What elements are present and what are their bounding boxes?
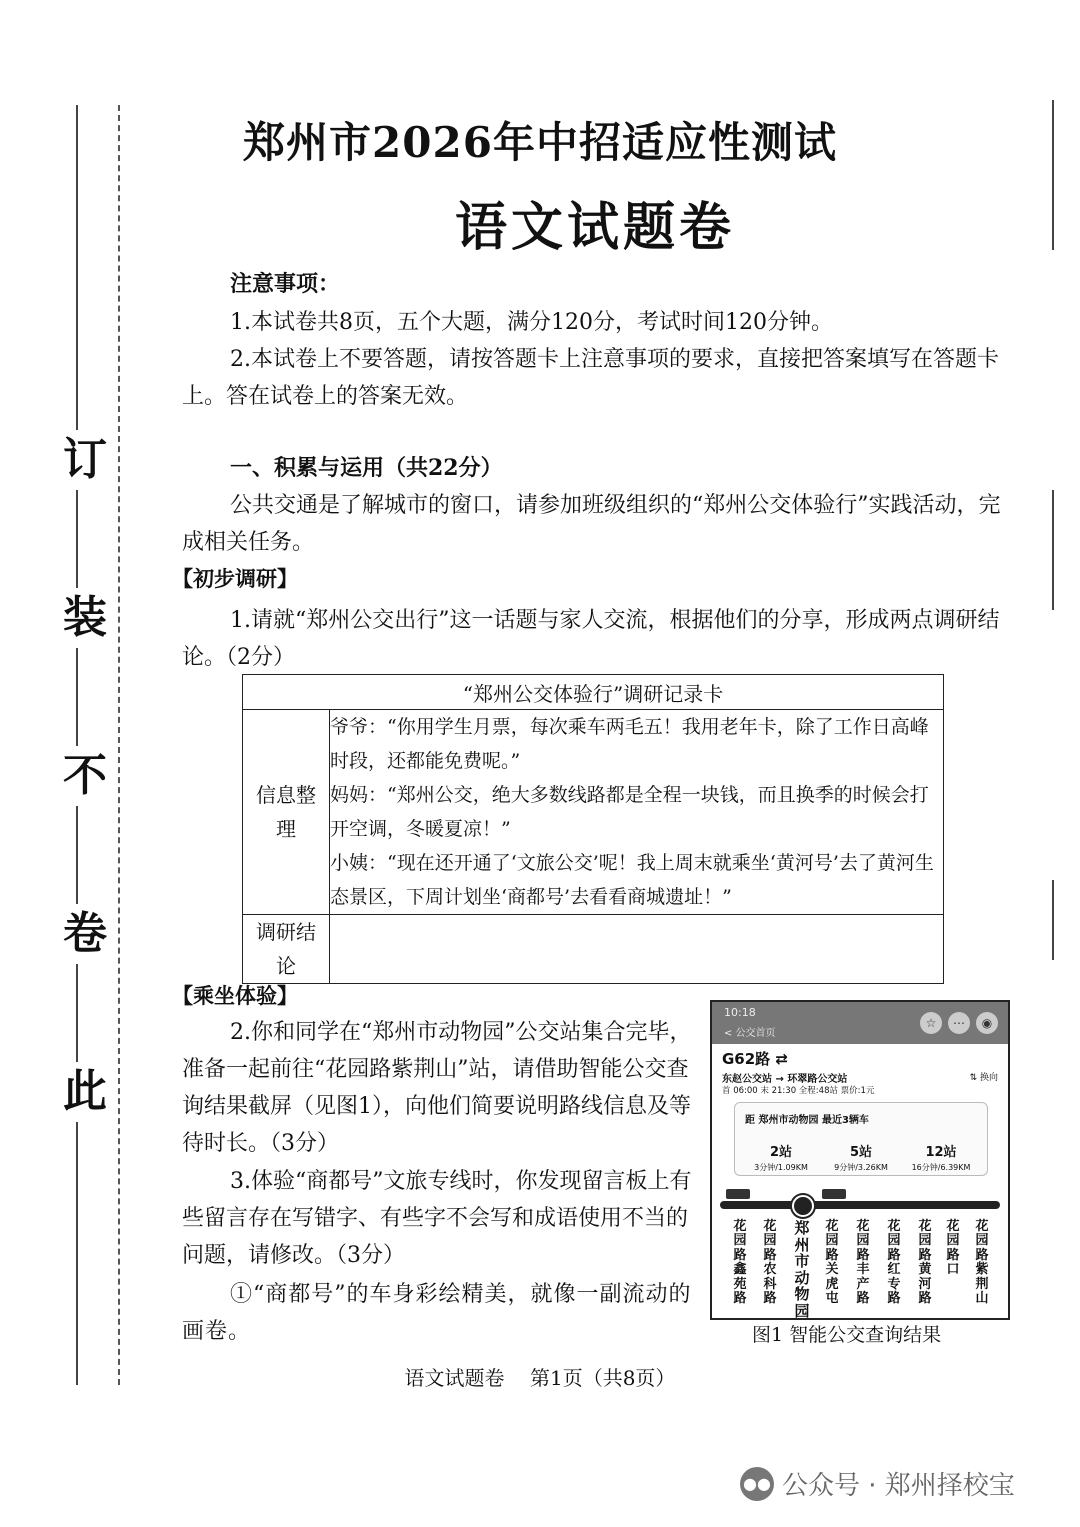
stop-name: 花园路口	[946, 1219, 960, 1278]
wechat-icon: ●●	[740, 1467, 774, 1501]
stop-name: 花园路关虎屯	[825, 1219, 839, 1307]
notice-item-2: 2.本试卷上不要答题，请按答题卡上注意事项的要求，直接把答案填写在答题卡上。答在试卷上的答案无效。	[182, 347, 999, 409]
mom-quote: 妈妈：“郑州公交，绝大多数线路都是全程一块钱，而且换季的时候会打开空调，冬暖夏凉！”	[330, 784, 929, 840]
watermark	[740, 1465, 1015, 1502]
binding-char: 不	[55, 746, 115, 806]
part2-label: 【乘坐体验】	[172, 983, 298, 1008]
question-2: 2.你和同学在“郑州市动物园”公交站集合完毕，准备一起前往“花园路紫荆山”站，请借助智能公交查询结果截屏（见图1），向他们简要说明路线信息及等待时长。（3分）	[182, 1020, 692, 1156]
bus-eta-2	[821, 1141, 901, 1173]
stop-name: 花园路农科路	[763, 1219, 777, 1307]
part1-label: 【初步调研】	[172, 566, 298, 591]
section-intro: 公共交通是了解城市的窗口，请参加班级组织的“郑州公交体验行”实践活动，完成相关任务。	[182, 493, 1001, 555]
card-info-label: 信息整理	[243, 710, 330, 915]
bus-stops-away: 12站	[925, 1145, 957, 1160]
route-name: G62路 ⇄	[722, 1050, 788, 1068]
phone-time: 10:18	[724, 1006, 756, 1019]
notice-heading: 注意事项：	[230, 271, 341, 297]
bus-stops-away: 2站	[769, 1145, 793, 1160]
exam-title: 郑州市2026年中招适应性测试	[243, 118, 837, 167]
section-heading: 一、积累与运用（共22分）	[230, 455, 503, 481]
card-title: “郑州公交体验行”调研记录卡	[243, 675, 944, 710]
bus-eta: 16分钟/6.39KM	[911, 1163, 971, 1172]
stop-name: 花园路鑫苑路	[733, 1219, 747, 1307]
figure-caption: 图1 智能公交查询结果	[752, 1324, 942, 1346]
card-conclusion-label: 调研结论	[243, 915, 330, 984]
exam-subtitle: 语文试题卷	[454, 197, 735, 258]
binding-char: 此	[55, 1062, 115, 1122]
watermark-text: 公众号 · 郑州择校宝	[782, 1471, 1015, 1501]
bus-query-screenshot	[710, 1000, 1010, 1320]
bus-icon	[822, 1189, 846, 1199]
nearest-buses-title: 距 郑州市动物园 最近3辆车	[745, 1115, 869, 1126]
binding-char: 装	[55, 588, 115, 648]
stop-name: 花园路黄河路	[918, 1219, 932, 1307]
card-info-content	[330, 710, 944, 915]
stop-name: 花园路红专路	[887, 1219, 901, 1307]
right-edge-mark	[1052, 880, 1054, 960]
grandpa-quote: 爷爷：“你用学生月票，每次乘车两毛五！我用老年卡，除了工作日高峰时段，还都能免费呢。”	[330, 716, 929, 772]
back-link: < 公交首页	[724, 1028, 776, 1039]
stop-name: 花园路紫荆山	[975, 1219, 989, 1307]
notice-item-1: 1.本试卷共8页，五个大题，满分120分，考试时间120分钟。	[230, 310, 833, 335]
more-icon: ⋯	[948, 1012, 970, 1034]
bus-eta: 9分钟/3.26KM	[834, 1163, 888, 1172]
bus-eta: 3分钟/1.09KM	[754, 1163, 808, 1172]
stop-name-current: 郑州市动物园	[794, 1219, 810, 1320]
binding-warning	[40, 405, 130, 1122]
stop-name: 花园路丰产路	[856, 1219, 870, 1307]
star-icon: ☆	[920, 1012, 942, 1034]
aunt-quote: 小姨：“现在还开通了‘文旅公交’呢！我上周末就乘坐‘黄河号’去了黄河生态景区，下周计划坐‘商都号’去看看商城遗址！”	[330, 852, 934, 908]
question-3-item-1: ①“商都号”的车身彩绘精美，就像一副流动的画卷。	[182, 1282, 692, 1344]
route-times: 首 06:00 末 21:30 全程:48站 票价:1元	[722, 1086, 875, 1096]
right-edge-mark	[1052, 490, 1054, 610]
switch-direction: ⇅ 换向	[969, 1073, 998, 1083]
route-direction: 东赵公交站 → 环翠路公交站	[722, 1074, 848, 1085]
route-line	[720, 1201, 1000, 1209]
survey-record-card	[242, 674, 944, 984]
page-footer: 语文试题卷 第1页（共8页）	[404, 1366, 676, 1390]
bus-icon	[726, 1189, 750, 1199]
bus-eta-1	[741, 1141, 821, 1173]
question-3: 3.体验“商都号”文旅专线时，你发现留言板上有些留言存在写错字、有些字不会写和成语使用不当的问题，请修改。（3分）	[182, 1169, 692, 1268]
phone-status-bar	[712, 1002, 1008, 1044]
target-icon: ◉	[976, 1012, 998, 1034]
bus-eta-3	[901, 1141, 981, 1173]
bus-stops-away: 5站	[849, 1145, 873, 1160]
nearest-buses-box	[734, 1102, 988, 1176]
binding-char: 订	[55, 430, 115, 490]
current-stop-marker	[792, 1195, 814, 1217]
card-conclusion-blank[interactable]	[330, 915, 944, 984]
question-1: 1.请就“郑州公交出行”这一话题与家人交流，根据他们的分享，形成两点调研结论。（2分）	[182, 608, 1000, 670]
binding-char: 卷	[55, 904, 115, 964]
